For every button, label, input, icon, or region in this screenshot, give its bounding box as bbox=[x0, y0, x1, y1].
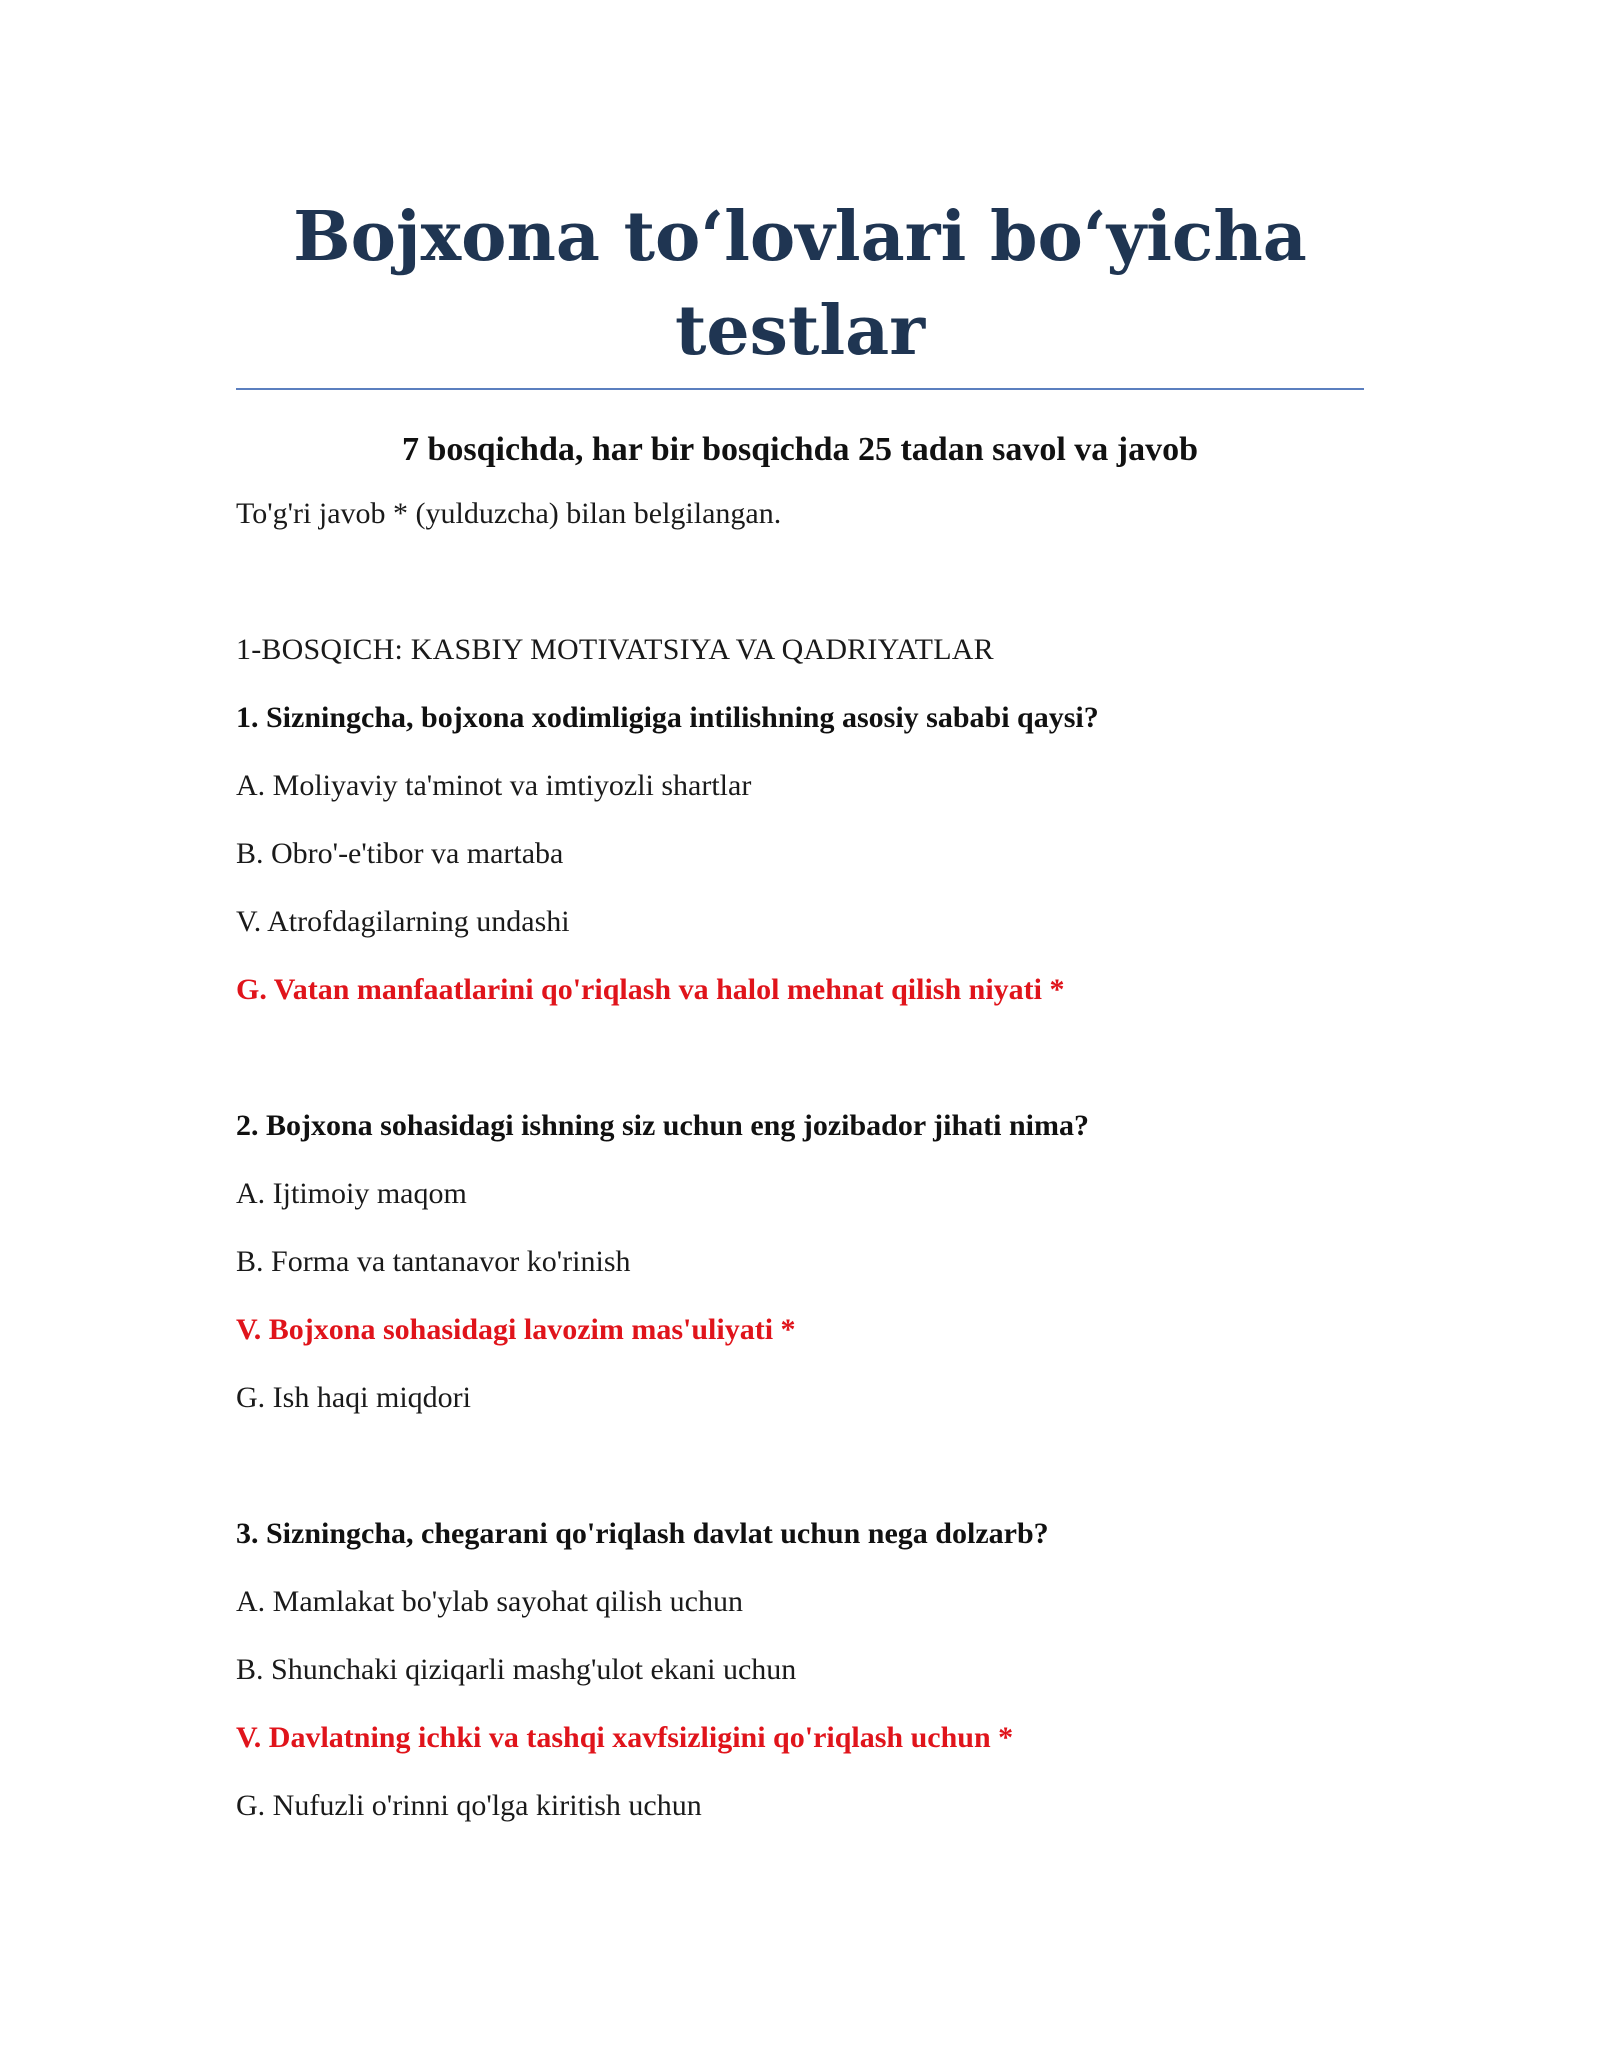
answer-key-note: To'g'ri javob * (yulduzcha) bilan belgilangan. bbox=[236, 497, 782, 530]
question-block-3 bbox=[236, 1514, 1364, 1826]
option-b: B. Obro'-e'tibor va martaba bbox=[236, 837, 564, 870]
option-g-correct: G. Vatan manfaatlarini qo'riqlash va halol mehnat qilish niyati * bbox=[236, 973, 1065, 1006]
option-b: B. Forma va tantanavor ko'rinish bbox=[236, 1245, 631, 1278]
option-g: G. Ish haqi miqdori bbox=[236, 1381, 471, 1414]
title-divider bbox=[236, 388, 1364, 390]
option-g: G. Nufuzli o'rinni qo'lga kiritish uchun bbox=[236, 1789, 702, 1822]
option-v-correct: V. Bojxona sohasidagi lavozim mas'uliyati * bbox=[236, 1313, 796, 1346]
question-block-1 bbox=[236, 698, 1364, 1010]
option-b: B. Shunchaki qiziqarli mashg'ulot ekani uchun bbox=[236, 1653, 797, 1686]
option-a: A. Mamlakat bo'ylab sayohat qilish uchun bbox=[236, 1585, 743, 1618]
option-a: A. Ijtimoiy maqom bbox=[236, 1177, 467, 1210]
question-text: 2. Bojxona sohasidagi ishning siz uchun eng jozibador jihati nima? bbox=[236, 1109, 1089, 1142]
question-text: 1. Sizningcha, bojxona xodimligiga intilishning asosiy sababi qaysi? bbox=[236, 701, 1099, 734]
document-subtitle: 7 bosqichda, har bir bosqichda 25 tadan savol va javob bbox=[401, 431, 1199, 468]
document-title: Bojxona to‘lovlari bo‘yicha testlar bbox=[293, 197, 1307, 371]
document-content bbox=[236, 190, 1364, 1922]
section-heading: 1-BOSQICH: KASBIY MOTIVATSIYA VA QADRIYATLAR bbox=[236, 633, 994, 666]
option-v-correct: V. Davlatning ichki va tashqi xavfsizligini qo'riqlash uchun * bbox=[236, 1721, 1014, 1754]
option-v: V. Atrofdagilarning undashi bbox=[236, 905, 570, 938]
question-block-2 bbox=[236, 1106, 1364, 1418]
question-text: 3. Sizningcha, chegarani qo'riqlash davlat uchun nega dolzarb? bbox=[236, 1517, 1049, 1550]
option-a: A. Moliyaviy ta'minot va imtiyozli shartlar bbox=[236, 769, 752, 802]
